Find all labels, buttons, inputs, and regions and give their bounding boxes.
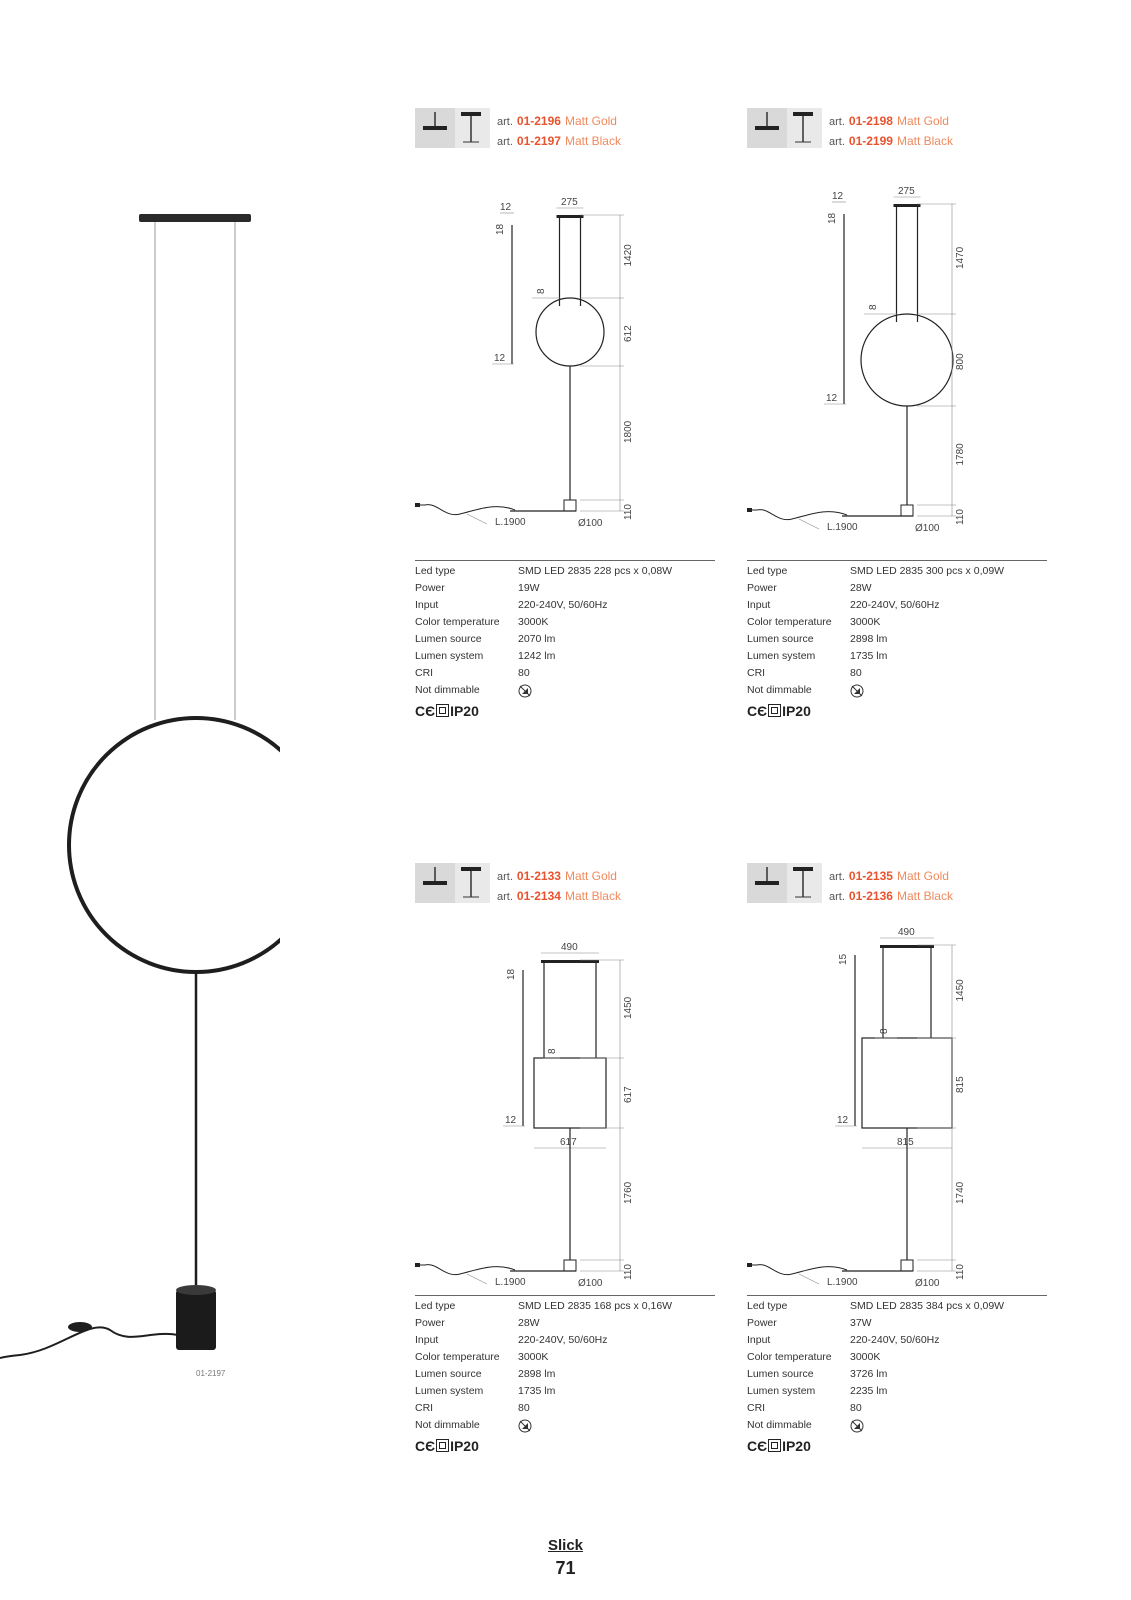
- canopy: [894, 204, 921, 207]
- plug: [747, 508, 752, 512]
- product-header: [415, 863, 715, 903]
- art-prefix: art.: [829, 116, 845, 128]
- spec-row: [747, 650, 1047, 667]
- base-diameter-label: Ø100: [578, 518, 603, 529]
- spec-row: [415, 1385, 715, 1402]
- spec-row: [415, 1368, 715, 1385]
- spec-table: [747, 565, 1047, 703]
- ring-body: [861, 314, 953, 406]
- article-finish: Matt Gold: [896, 869, 949, 883]
- cable-length-label: L.1900: [827, 1277, 858, 1288]
- article-code: 01-2133: [516, 869, 561, 883]
- ip-rating: IP20: [782, 1438, 811, 1454]
- spec-value: 3000K: [850, 1351, 881, 1363]
- spec-row: [747, 633, 1047, 650]
- spec-value: 80: [850, 667, 862, 679]
- spec-row: [415, 633, 715, 650]
- spec-row: [747, 1368, 1047, 1385]
- profile-gap-label: 8: [547, 1048, 558, 1054]
- height-top-label: 1450: [623, 996, 634, 1019]
- square-body: [534, 1058, 606, 1128]
- profile-gap-label: 8: [879, 1028, 890, 1034]
- height-top-label: 1450: [955, 979, 966, 1002]
- spec-key: Led type: [747, 565, 788, 577]
- base: [564, 1260, 576, 1271]
- certification-marks: [415, 703, 479, 719]
- dimmable-label: Not dimmable: [415, 684, 480, 696]
- spec-value: 2898 lm: [518, 1368, 556, 1380]
- spec-key: Lumen system: [747, 1385, 816, 1397]
- height-body-label: 815: [955, 1076, 966, 1093]
- height-top-label: 1420: [623, 244, 634, 267]
- spec-key: Lumen source: [415, 633, 482, 645]
- height-body-label: 800: [955, 353, 966, 370]
- spec-value: 1735 lm: [850, 650, 888, 662]
- height-stem-label: 1800: [623, 420, 634, 443]
- spec-value: 3000K: [518, 616, 549, 628]
- art-prefix: art.: [829, 871, 845, 883]
- product-photo: [0, 200, 280, 1400]
- mount-type-icon: [415, 863, 490, 903]
- plug: [747, 1263, 752, 1267]
- technical-drawing: [747, 160, 1047, 560]
- base-diameter-label: Ø100: [915, 523, 940, 534]
- height-body-label: 612: [623, 325, 634, 342]
- profile-gap-label: 8: [536, 288, 547, 294]
- spec-value: 19W: [518, 582, 540, 594]
- base: [564, 500, 576, 511]
- spec-value: 1242 lm: [518, 650, 556, 662]
- art-prefix: art.: [497, 871, 513, 883]
- spec-value: SMD LED 2835 384 pcs x 0,09W: [850, 1300, 1005, 1312]
- base: [901, 1260, 913, 1271]
- height-stem-label: 1740: [955, 1181, 966, 1204]
- spec-row: [415, 565, 715, 582]
- article-line-black: [829, 889, 953, 903]
- profile-bottom-label: 12: [826, 393, 838, 404]
- spec-value: 3000K: [518, 1351, 549, 1363]
- spec-row: [747, 1402, 1047, 1419]
- mount-type-icon: [747, 863, 822, 903]
- profile-bottom-label: 12: [494, 353, 506, 364]
- width-label: 490: [898, 927, 915, 938]
- spec-row: [415, 1334, 715, 1351]
- product-header: [747, 863, 1047, 903]
- spec-key: CRI: [415, 1402, 434, 1414]
- class-ii-icon: [768, 1439, 781, 1452]
- power-cable: [747, 1265, 847, 1275]
- spec-row: [747, 599, 1047, 616]
- spec-row: [415, 1351, 715, 1368]
- spec-row: [747, 1334, 1047, 1351]
- cable-length-label: L.1900: [495, 1277, 526, 1288]
- collection-name: Slick: [547, 1537, 584, 1554]
- spec-key: Lumen system: [415, 650, 484, 662]
- spec-row: [747, 1351, 1047, 1368]
- product-header: [747, 108, 1047, 148]
- article-code: 01-2197: [516, 134, 561, 148]
- spec-divider: [747, 560, 1047, 561]
- spec-key: Power: [747, 582, 777, 594]
- spec-table: [747, 1300, 1047, 1438]
- spec-key: CRI: [415, 667, 434, 679]
- article-line-gold: [829, 869, 949, 883]
- base-diameter-label: Ø100: [578, 1278, 603, 1289]
- ce-mark-icon: CЄ: [747, 703, 768, 719]
- article-code: 01-2135: [848, 869, 893, 883]
- power-cable: [415, 1265, 515, 1275]
- page-number: 71: [555, 1558, 576, 1578]
- height-stem-label: 1760: [623, 1181, 634, 1204]
- spec-value: SMD LED 2835 168 pcs x 0,16W: [518, 1300, 673, 1312]
- ce-mark-icon: CЄ: [747, 1438, 768, 1454]
- leader-line: [799, 519, 819, 529]
- plug: [415, 503, 420, 507]
- article-finish: Matt Gold: [564, 869, 617, 883]
- article-code: 01-2136: [848, 889, 893, 903]
- power-cable: [747, 510, 847, 520]
- width-label: 275: [898, 186, 915, 197]
- spec-row: [747, 565, 1047, 582]
- certification-marks: [747, 703, 811, 719]
- spec-row: [747, 1300, 1047, 1317]
- spec-key: Led type: [415, 565, 456, 577]
- not-dimmable-icon: [850, 1419, 864, 1433]
- spec-value: 220-240V, 50/60Hz: [850, 599, 940, 611]
- spec-value: 28W: [850, 582, 872, 594]
- spec-value: 80: [850, 1402, 862, 1414]
- height-top-label: 1470: [955, 246, 966, 269]
- spec-key: Color temperature: [747, 616, 832, 628]
- spec-row: [415, 582, 715, 599]
- spec-row: [747, 667, 1047, 684]
- spec-row: [747, 684, 1047, 703]
- ip-rating: IP20: [782, 703, 811, 719]
- spec-value: 28W: [518, 1317, 540, 1329]
- mount-type-icon: [415, 108, 490, 148]
- spec-row: [415, 667, 715, 684]
- spec-value: 220-240V, 50/60Hz: [518, 1334, 608, 1346]
- article-line-black: [497, 134, 621, 148]
- spec-row: [415, 1300, 715, 1317]
- not-dimmable-icon: [518, 1419, 532, 1433]
- profile-depth-label: 15: [838, 953, 849, 965]
- art-prefix: art.: [497, 891, 513, 903]
- spec-key: Color temperature: [747, 1351, 832, 1363]
- spec-key: Led type: [415, 1300, 456, 1312]
- height-body-label: 617: [623, 1086, 634, 1103]
- spec-row: [415, 650, 715, 667]
- body-width-label: 815: [897, 1137, 914, 1148]
- spec-key: Lumen source: [415, 1368, 482, 1380]
- width-label: 490: [561, 942, 578, 953]
- spec-row: [415, 684, 715, 703]
- leader-line: [467, 1274, 487, 1284]
- spec-key: Power: [747, 1317, 777, 1329]
- plug: [415, 1263, 420, 1267]
- profile-gap-label: 8: [868, 304, 879, 310]
- article-finish: Matt Black: [564, 889, 621, 903]
- spec-table: [415, 565, 715, 703]
- class-ii-icon: [768, 704, 781, 717]
- body-width-label: 617: [560, 1137, 577, 1148]
- profile-top-label: 12: [500, 202, 512, 213]
- article-code: 01-2198: [848, 114, 893, 128]
- art-prefix: art.: [829, 136, 845, 148]
- spec-value: 3000K: [850, 616, 881, 628]
- spec-row: [747, 1419, 1047, 1438]
- article-line-gold: [497, 114, 617, 128]
- certification-marks: [747, 1438, 811, 1454]
- spec-row: [747, 1317, 1047, 1334]
- spec-row: [747, 616, 1047, 633]
- height-stem-label: 1780: [955, 443, 966, 466]
- article-code: 01-2199: [848, 134, 893, 148]
- spec-divider: [415, 1295, 715, 1296]
- spec-key: CRI: [747, 667, 766, 679]
- technical-drawing: [415, 160, 715, 560]
- article-finish: Matt Black: [896, 889, 953, 903]
- spec-key: CRI: [747, 1402, 766, 1414]
- profile-depth-label: 18: [827, 212, 838, 224]
- spec-value: SMD LED 2835 300 pcs x 0,09W: [850, 565, 1005, 577]
- not-dimmable-icon: [850, 684, 864, 698]
- profile-bottom-label: 12: [505, 1115, 517, 1126]
- spec-value: 2070 lm: [518, 633, 556, 645]
- certification-marks: [415, 1438, 479, 1454]
- article-line-gold: [497, 869, 617, 883]
- spec-value: 220-240V, 50/60Hz: [518, 599, 608, 611]
- profile-depth-label: 18: [506, 968, 517, 980]
- art-prefix: art.: [497, 116, 513, 128]
- cable-length-label: L.1900: [827, 522, 858, 533]
- spec-key: Input: [747, 1334, 771, 1346]
- spec-row: [415, 616, 715, 633]
- spec-value: 2235 lm: [850, 1385, 888, 1397]
- photo-caption: 01-2197: [196, 1369, 226, 1378]
- cable-length-label: L.1900: [495, 517, 526, 528]
- article-line-gold: [829, 114, 949, 128]
- article-finish: Matt Black: [896, 134, 953, 148]
- canopy: [541, 960, 599, 963]
- spec-key: Color temperature: [415, 1351, 500, 1363]
- profile-depth-label: 18: [495, 223, 506, 235]
- leader-line: [799, 1274, 819, 1284]
- power-cable: [415, 505, 515, 515]
- spec-row: [415, 1402, 715, 1419]
- ring-body: [536, 298, 604, 366]
- article-line-black: [497, 889, 621, 903]
- spec-key: Input: [747, 599, 771, 611]
- spec-value: 2898 lm: [850, 633, 888, 645]
- spec-key: Lumen source: [747, 633, 814, 645]
- dimmable-label: Not dimmable: [747, 1419, 812, 1431]
- ce-mark-icon: CЄ: [415, 703, 436, 719]
- spec-value: 220-240V, 50/60Hz: [850, 1334, 940, 1346]
- dimmable-label: Not dimmable: [415, 1419, 480, 1431]
- profile-top-label: 12: [832, 191, 844, 202]
- height-base-label: 110: [623, 1264, 634, 1280]
- technical-drawing: [415, 915, 715, 1315]
- spec-key: Input: [415, 1334, 439, 1346]
- ip-rating: IP20: [450, 703, 479, 719]
- leader-line: [467, 514, 487, 524]
- product-header: [415, 108, 715, 148]
- spec-divider: [415, 560, 715, 561]
- article-code: 01-2196: [516, 114, 561, 128]
- article-line-black: [829, 134, 953, 148]
- spec-key: Color temperature: [415, 616, 500, 628]
- height-base-label: 110: [623, 504, 634, 520]
- spec-key: Led type: [747, 1300, 788, 1312]
- mount-type-icon: [747, 108, 822, 148]
- spec-value: 1735 lm: [518, 1385, 556, 1397]
- spec-value: 3726 lm: [850, 1368, 888, 1380]
- article-finish: Matt Gold: [564, 114, 617, 128]
- art-prefix: art.: [829, 891, 845, 903]
- spec-key: Lumen system: [415, 1385, 484, 1397]
- article-finish: Matt Gold: [896, 114, 949, 128]
- dimmable-label: Not dimmable: [747, 684, 812, 696]
- profile-bottom-label: 12: [837, 1115, 849, 1126]
- spec-row: [415, 1419, 715, 1438]
- spec-row: [415, 1317, 715, 1334]
- spec-row: [415, 599, 715, 616]
- spec-value: 80: [518, 1402, 530, 1414]
- spec-value: 80: [518, 667, 530, 679]
- spec-row: [747, 582, 1047, 599]
- ip-rating: IP20: [450, 1438, 479, 1454]
- art-prefix: art.: [497, 136, 513, 148]
- class-ii-icon: [436, 1439, 449, 1452]
- height-base-label: 110: [955, 1264, 966, 1280]
- square-body: [862, 1038, 952, 1128]
- height-base-label: 110: [955, 509, 966, 525]
- width-label: 275: [561, 197, 578, 208]
- spec-row: [747, 1385, 1047, 1402]
- spec-value: 37W: [850, 1317, 872, 1329]
- spec-value: SMD LED 2835 228 pcs x 0,08W: [518, 565, 673, 577]
- ce-mark-icon: CЄ: [415, 1438, 436, 1454]
- technical-drawing: [747, 915, 1047, 1315]
- spec-key: Lumen source: [747, 1368, 814, 1380]
- spec-key: Lumen system: [747, 650, 816, 662]
- article-code: 01-2134: [516, 889, 561, 903]
- base: [901, 505, 913, 516]
- canopy: [880, 945, 934, 948]
- spec-key: Power: [415, 1317, 445, 1329]
- spec-key: Input: [415, 599, 439, 611]
- not-dimmable-icon: [518, 684, 532, 698]
- article-finish: Matt Black: [564, 134, 621, 148]
- class-ii-icon: [436, 704, 449, 717]
- spec-table: [415, 1300, 715, 1438]
- base-diameter-label: Ø100: [915, 1278, 940, 1289]
- spec-divider: [747, 1295, 1047, 1296]
- spec-key: Power: [415, 582, 445, 594]
- canopy: [557, 215, 584, 218]
